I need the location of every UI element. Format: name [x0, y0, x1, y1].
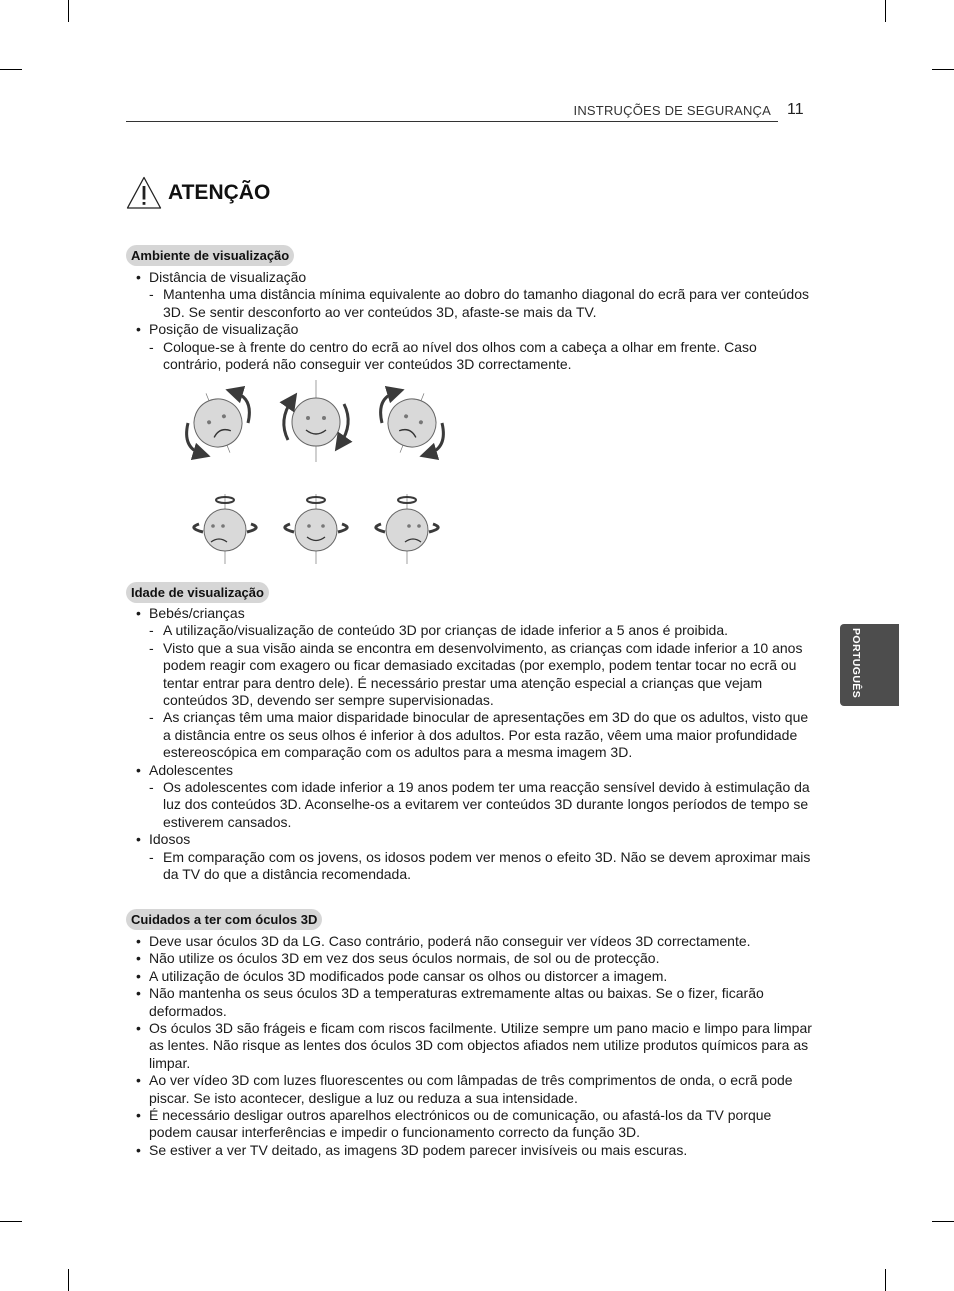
crop-mark [0, 69, 22, 70]
item-label: Bebés/crianças [149, 605, 245, 621]
warning-triangle-icon [126, 176, 162, 210]
list-item: • Se estiver a ver TV deitado, as imagens 3D podem parecer invisíveis ou mais escuras. [126, 1142, 816, 1159]
list-item: • Não utilize os óculos 3D em vez dos seus óculos normais, de sol ou de protecção. [126, 950, 816, 967]
item-label: Posição de visualização [149, 321, 299, 338]
language-tab [840, 624, 899, 706]
detail-item: - As crianças têm uma maior disparidade binocular de apresentações em 3D do que os adultos, visto que a distância entre os seus olhos é inferior à dos adultos. Por esta razão, vêem uma maior profundidade estereoscópica em comparação com os adultos para a mesma imagem 3D. [149, 709, 816, 761]
detail-item: - Visto que a sua visão ainda se encontra em desenvolvimento, as crianças com idade inferior a 10 anos podem reagir com exagero ou ficar demasiado excitadas (por exemplo, podem tentar tocar no ecrã ou tentar entrar para dentro dele). É necessário prestar uma atenção especial a crianças que vejam conteúdos 3D, devendo ser sempre supervisionadas. [149, 640, 816, 710]
detail-item: - Os adolescentes com idade inferior a 19 anos podem ter uma reacção sensível devido à estimulação da luz dos conteúdos 3D. Aconselhe-os a evitarem ver conteúdos 3D durante longos períodos de tempo se estiverem cansados. [149, 779, 816, 831]
list-item [126, 269, 816, 321]
glasses-care-list [126, 933, 816, 1159]
list-item: • Deve usar óculos 3D da LG. Caso contrário, poderá não conseguir ver vídeos 3D correctamente. [126, 933, 816, 950]
section-heading-viewing-environment: Ambiente de visualização [126, 245, 294, 266]
turned-left-face [194, 494, 256, 564]
upright-face [292, 380, 340, 462]
crop-mark [932, 69, 954, 70]
section-heading-viewing-age: Idade de visualização [126, 582, 269, 603]
warning-title: ATENÇÃO [168, 181, 271, 204]
list-item: • A utilização de óculos 3D modificados pode cansar os olhos ou distorcer a imagem. [126, 968, 816, 985]
item-label: Distância de visualização [149, 269, 307, 285]
crop-mark [932, 1221, 954, 1222]
turned-right-face [376, 494, 438, 564]
item-label: Adolescentes [149, 761, 234, 778]
list-item [126, 831, 816, 883]
list-item: • Os óculos 3D são frágeis e ficam com riscos facilmente. Utilize sempre um pano macio e limpo para limpar as lentes. Não risque as lentes dos óculos 3D com objectos afiados nem utilize produtos químicos para as limpar. [126, 1020, 816, 1072]
page-number: 11 [787, 101, 804, 118]
detail-item: - Mantenha uma distância mínima equivalente ao dobro do tamanho diagonal do ecrã para ver conteúdos 3D. Se sentir desconforto ao ver conteúdos 3D, afaste-se mais da TV. [149, 286, 816, 321]
crop-mark [885, 0, 886, 22]
list-item [126, 605, 816, 762]
list-item [126, 321, 816, 373]
list-item: • Não mantenha os seus óculos 3D a temperaturas extremamente altas ou baixas. Se o fizer, ficarão deformados. [126, 985, 816, 1020]
warning-heading [126, 175, 270, 211]
item-label: Idosos [149, 831, 191, 848]
list-item: • Ao ver vídeo 3D com luzes fluorescentes ou com lâmpadas de três comprimentos de onda, o ecrã pode piscar. Se isto acontecer, desligue a luz ou reduza a sua intensidade. [126, 1072, 816, 1107]
list-item [126, 762, 816, 832]
running-header: INSTRUÇÕES DE SEGURANÇA [573, 103, 771, 118]
viewing-environment-list [126, 269, 816, 373]
header-rule [126, 121, 778, 122]
crop-mark [885, 1269, 886, 1291]
viewing-age-list [126, 605, 816, 884]
crop-mark [0, 1221, 22, 1222]
crop-mark [68, 0, 69, 22]
crop-mark [68, 1269, 69, 1291]
facing-front-face [285, 494, 347, 564]
head-position-faces-icon [170, 378, 460, 568]
list-item: • É necessário desligar outros aparelhos electrónicos ou de comunicação, ou afastá-los da TV porque podem causar interferências e impedir o funcionamento correcto da função 3D. [126, 1107, 816, 1142]
detail-item: - A utilização/visualização de conteúdo 3D por crianças de idade inferior a 5 anos é proibida. [149, 622, 816, 639]
detail-item: - Coloque-se à frente do centro do ecrã ao nível dos olhos com a cabeça a olhar em frente. Caso contrário, poderá não conseguir ver conteúdos 3D correctamente. [149, 339, 816, 374]
section-heading-glasses-care: Cuidados a ter com óculos 3D [126, 909, 322, 930]
detail-item: - Em comparação com os jovens, os idosos podem ver menos o efeito 3D. Não se devem aproximar mais da TV do que a distância recomendada. [149, 849, 816, 884]
language-tab-label: PORTUGUÊS [850, 628, 862, 699]
